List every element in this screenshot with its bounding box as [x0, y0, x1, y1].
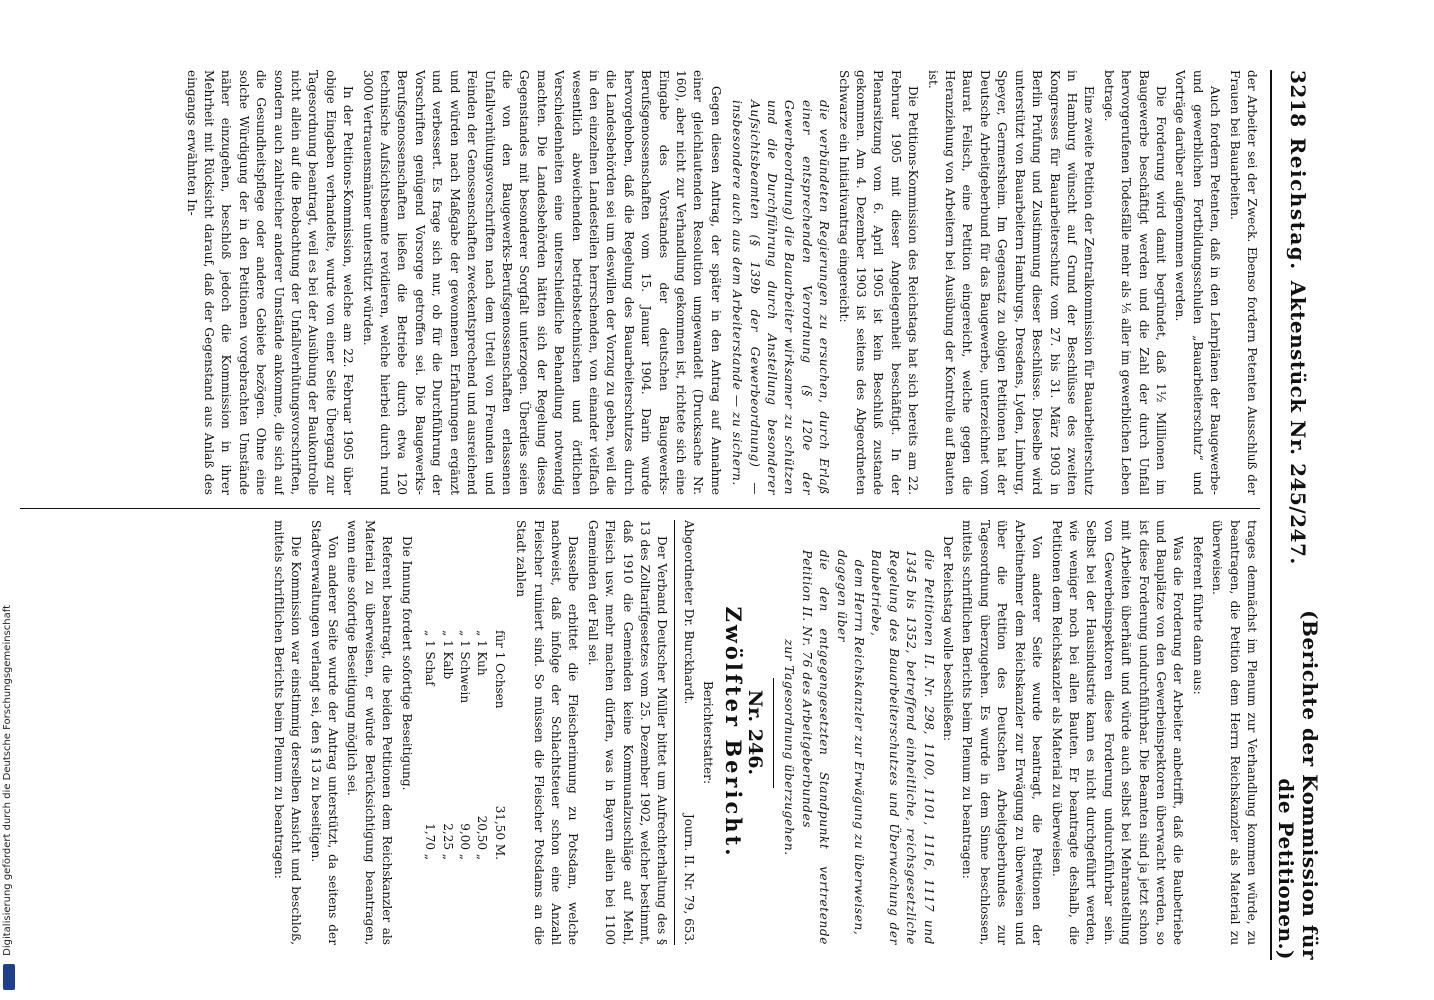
- paragraph: Dasselbe erbittet die Fleischerinnung zu Potsdam, welche nachweist, daß infolge der Schlachtsteuer schon eine Anzahl Fleischer ruiniert sind. So müssen die Fleischer Potsdams an die Stadt zahlen: [514, 520, 581, 945]
- rapporteur-label: Berichterstatter:: [701, 680, 716, 785]
- paragraph: Auch fordern Petenten, daß in den Lehrplänen der Baugewerbe- und gewerblichen Fortbildungsschulen „Bauarbeiterschutz“ und Vorträge darüber aufgenommen werden.: [1173, 70, 1223, 495]
- fee-row: [421, 630, 438, 860]
- header-title: (Berichte der Kommission für die Petitionen.): [1274, 610, 1322, 960]
- paragraph: Die Forderung wird damit begründet, daß 1½ Millionen im Baugewerbe beschäftigt werden und die Zahl der durch Unfall hervorgerufenen Todesfälle mehr als ⅕ aller im gewerblichen Leben betrage.: [1101, 70, 1168, 495]
- rapporteur-name: Abgeordneter Dr. Burckhardt.: [681, 520, 696, 705]
- right-column: [20, 520, 1260, 945]
- digitization-credit: [0, 0, 20, 1000]
- paragraph: Gegen diesen Antrag, der später in den Antrag auf Annahme einer gleichlautenden Resolution umgewandelt (Drucksache Nr. 160), aber nicht zur Verhandlung gekommen ist, richtete sich eine Eingabe des Vorstandes der deutschen Baugewerks-Berufsgenossenschaften vom 15. Januar 1904. Darin wurde hervorgehoben, daß die Regelung des Bauarbeiterschutzes durch die Landesbehörden sei um deswillen der Vorzug zu geben, weil die in den einzelnen Landesteilen herrschenden, von einander vielfach wesentlich abweichenden betriebstechnischen und örtlichen Verschiedenheiten eine unterschiedliche Behandlung notwendig machten. Die Landesbehörden hätten sich der Regelung dieses Gegenstandes mit besonderer Sorgfalt unterzogen. Überdies seien die von den Baugewerks-Berufsgenossenschaften erlassenen Unfallverhütungsvorschriften nach dem Urteil von Freunden und Feinden der Genossenschaften zweckentsprechend und ausreichend und würden nach Maßgabe der gewonnenen Erfahrungen ergänzt und verbessert. Es frage sich nur, ob für die Durchführung der Vorschriften genügend Vorsorge getroffen sei. Die Baugewerks-Berufsgenossenschaften ließen die Betriebe durch etwa 120 technische Aufsichtsbeamte revidieren, welche hierbei durch rund 3000 Vertrauensmänner unterstützt würden.: [360, 70, 723, 495]
- fee-item: „ 1 Schaf: [423, 630, 438, 686]
- quote-line: zur Tagesordnung überzugehen.: [782, 639, 797, 856]
- paragraph: In der Petitions-Kommission, welche am 22. Februar 1905 über obige Eingaben verhandelte, wurde von einer Seite Übergang zur Tagesordnung beantragt, weil es bei der Ausübung der Baukontrolle nicht allein auf die Beobachtung der Unfallverhütungsvorschriften, sondern auch zahlreicher anderer Umstände ankomme, die sich auf die Gesundheitspflege oder andere Gebiete bezögen. Ohne eine solche Würdigung der in den Petitionen vorgebrachten Umstände näher einzugehen, beschloß jedoch die Kommission in ihrer Mehrheit mit Rücksicht darauf, daß der Gegenstand aus Anlaß des eingangs erwähnten In-: [184, 70, 356, 495]
- paragraph: Die Innung fordert sofortige Beseitigung.: [399, 536, 414, 791]
- fee-table: [421, 630, 508, 860]
- fee-item: „ 1 Schwein: [457, 630, 472, 704]
- journal-reference: Journ. II. Nr. 79, 653.: [681, 813, 696, 945]
- rotated-document-page: [0, 20, 1330, 980]
- credit-text: Digitalisierung gefördert durch die Deutsche Forschungsgemeinschaft: [2, 605, 13, 956]
- paragraph: Eine zweite Petition der Zentralkommission für Bauarbeiterschutz in Hamburg wünscht auf Grund der Beschlüsse des zweiten Kongresses für Bauarbeiterschutz vom 27. bis 31. März 1903 in Berlin Prüfung und Zustimmung dieser Beschlüsse. Dieselbe wird unterstützt von Bauarbeitern Hamburgs, Dresdens, Lyden, Limburg, Speyer, Germersheim. Im Gegensatz zu obigen Petitionen hat der Deutsche Arbeitgeberbund für das Baugewerbe, unterzeichnet vom Baurat Felisch, eine Petition eingereicht, welche gegen die Heranziehung von Arbeitern bei Ausübung der Kontrolle auf Bauten ist.: [925, 70, 1097, 495]
- paragraph: Die Petitions-Kommission des Reichstags hat sich bereits am 22. Februar 1905 mit dieser Angelegenheit beschäftigt. In der Plenarsitzung vom 6. April 1905 ist kein Beschluß zustande gekommen. Am 4. Dezember 1903 ist seitens des Abgeordneten Schwarze ein Initiativantrag eingereicht:: [836, 70, 921, 495]
- fee-row: [438, 630, 455, 860]
- fee-item: „ 1 Kalb: [440, 630, 455, 680]
- page-header: [1276, 70, 1320, 960]
- paragraph: Referent beantragt, die beiden Petitionen dem Reichskanzler als Material zu überweisen, er würde Berücksichtigung beantragen, wenn eine sofortige Beseitigung möglich sei.: [345, 520, 395, 945]
- fee-row: [473, 630, 490, 860]
- paragraph: Der Verband Deutscher Müller bittet um Aufrechterhaltung des § 13 des Zolltarifgesetzes vom 25. Dezember 1902, welcher bestimmt, daß 1910 die Gemeinden keine Kommunalzuschläge auf Mehl, Fleisch usw. mehr machen dürfen, was in Bayern allein bei 1100 Gemeinden der Fall sei.: [585, 520, 670, 945]
- paragraph: der Arbeiter sei der Zweck. Ebenso fordern Petenten Ausschluß der Frauen bei Bauarbeiten.: [1227, 70, 1259, 495]
- section-number: Nr. 246.: [744, 689, 767, 776]
- header-rule: [1270, 70, 1272, 960]
- quote-line: die den entgegengesetzten Standpunkt vertretende Petition II. Nr. 76 des Arbeitgeberbundes: [799, 550, 832, 945]
- dfg-logo: [3, 964, 15, 990]
- quote-line: die Petitionen II. Nr. 298, 1100, 1101, 1116, 1117 und 1345 bis 1352, betreffend einheitliche, reichsgesetzliche Regelung des Bauarbeiterschutzes und Überwachung der Baubetriebe,: [869, 550, 936, 945]
- fee-row: [456, 630, 473, 860]
- motion-quote: [728, 100, 832, 495]
- paragraph: Referent führte dann aus:: [1190, 536, 1205, 695]
- quote-line: dem Herrn Reichskanzler zur Erwägung zu überweisen,: [852, 559, 867, 936]
- paragraph: Was die Forderung der Arbeiter anbetrifft, daß die Baubetriebe und Bauplätze von den Gewerbeinspektoren überwacht werden, so ist diese Forderung undurchführbar. Die Beamten sind ja jetzt schon mit Arbeiten überhäuft und würde auch selbst bei Mehranstellung von Gewerbeinspektoren diese Forderung undurchführbar sein. Selbst bei der Hausindustrie kann es nicht durchgeführt werden, wie weniger noch bei allen Bauten. Er beantragte deshalb, die Petitionen dem Reichskanzler als Material zu überweisen.: [1049, 520, 1186, 945]
- left-column: [20, 70, 1260, 495]
- fee-item: für 1 Ochsen: [492, 630, 507, 709]
- paragraph: Der Reichstag wolle beschließen:: [941, 536, 956, 742]
- document-number: Aktenstück Nr. 245/247.: [1286, 280, 1310, 565]
- fee-amount: 1,70 „: [423, 823, 438, 860]
- quote-line: dagegen über: [834, 550, 849, 643]
- fee-amount: 20,50 „: [475, 815, 490, 860]
- fee-row: [490, 630, 507, 860]
- paragraph: trages demnächst im Plenum zur Verhandlung kommen würde, zu beantragen, die Petition dem Herrn Reichskanzler als Material zu überweisen.: [1210, 520, 1259, 945]
- paragraph: Die Kommission war einstimmig derselben Ansicht und beschloß, mittels schriftlichen Berichts beim Plenum zu beantragen:: [271, 520, 304, 945]
- fee-item: „ 1 Kuh: [475, 630, 490, 676]
- paragraph: Von anderer Seite wurde der Antrag unterstützt, da seitens der Stadtverwaltungen verlangt sei, den § 13 zu beseitigen.: [308, 520, 341, 945]
- thin-rule: [674, 520, 675, 945]
- quote-text: die verbündeten Regierungen zu ersuchen, durch Erlaß einer entsprechenden Verordnung (§ 120e der Gewerbeordnung) die Bauarbeiter wirksamer zu schützen und die Durchführung durch Anstellung besonderer Aufsichtsbeamten (§ 139b der Gewerbeordnung) — insbesondere auch aus dem Arbeiterstande — zu sichern.: [730, 100, 832, 495]
- column-divider: [20, 508, 1260, 509]
- publication-name: Reichstag.: [1286, 137, 1310, 271]
- page-number: 3218: [1286, 70, 1310, 128]
- resolution-quote: [780, 550, 937, 945]
- section-title: Zwölfter Bericht.: [720, 606, 746, 859]
- fee-amount: 31,50 M.: [492, 805, 507, 860]
- section-rule: [773, 678, 774, 788]
- fee-amount: 2,25 „: [440, 823, 455, 860]
- paragraph: Von anderer Seite wurde beantragt, die Petitionen der Arbeitnehmer dem Reichskanzler zur Erwägung zu überweisen und über die Petition des Deutschen Arbeitgeberbundes zur Tagesordnung überzugehen. Es wurde in dem Sinne beschlossen, mittels schriftlichen Berichts beim Plenum zu beantragen:: [960, 520, 1045, 945]
- rapporteur-line: [679, 520, 696, 945]
- fee-amount: 9,00 „: [457, 823, 472, 860]
